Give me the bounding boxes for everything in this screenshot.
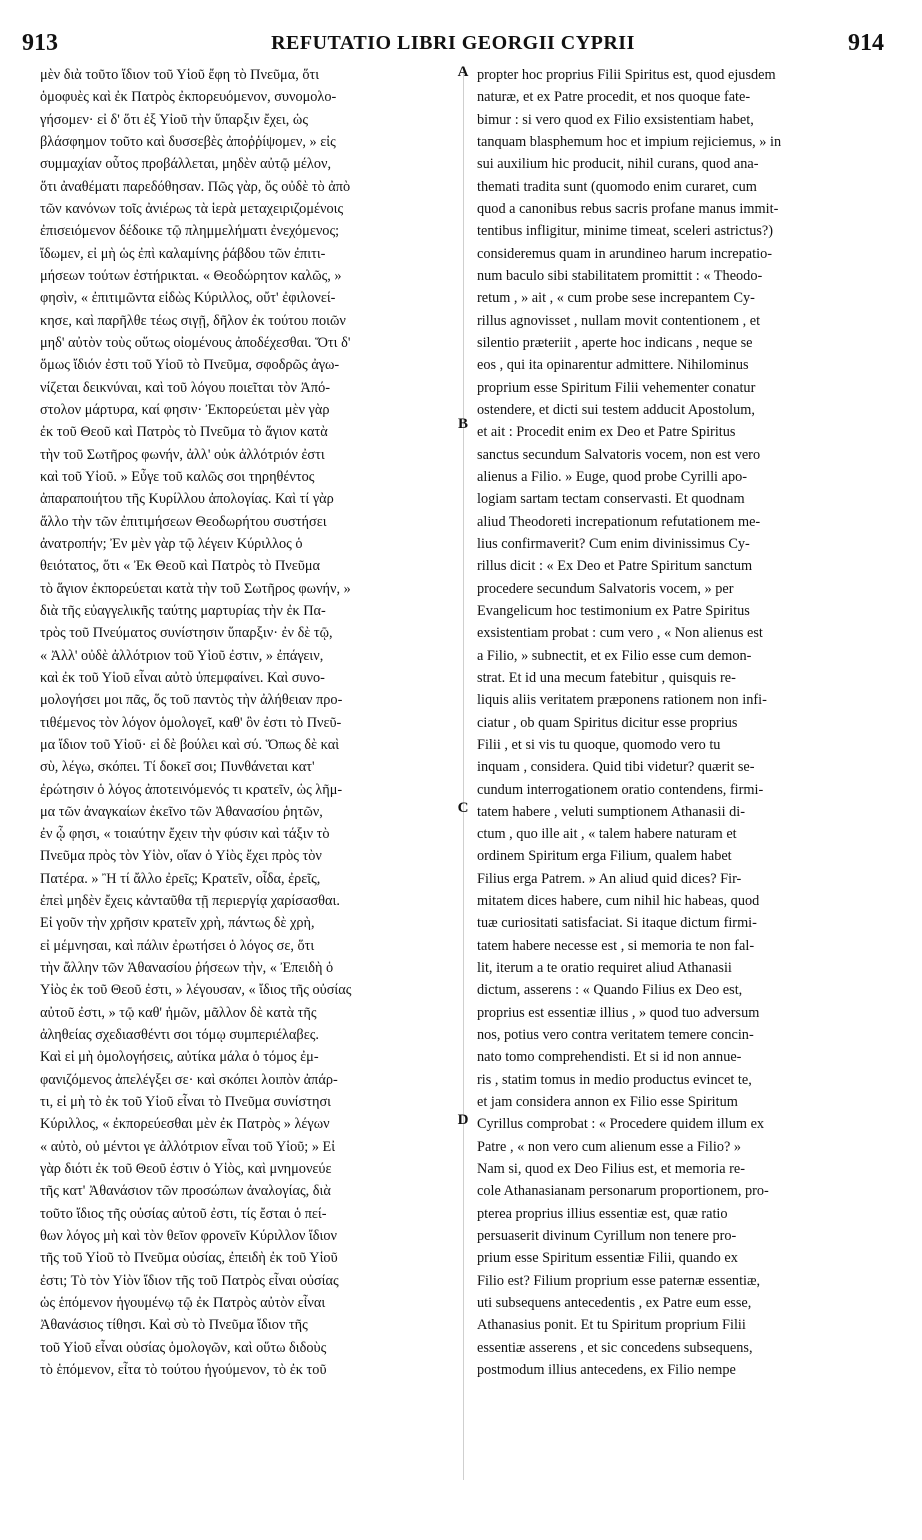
right-page-number: 914	[848, 30, 884, 56]
greek-text-line: « αὐτὸ, οὐ μέντοι γε ἀλλότριον εἶναι τοῦ Υἱοῦ; » Εἰ	[40, 1138, 336, 1155]
latin-text-line: sanctus secundum Salvatoris vocem, non est vero	[477, 446, 761, 463]
latin-text-line: cole Athanasianam personarum proportionem, pro-	[477, 1183, 769, 1200]
greek-text-line: ὡς ἑπόμενον ἡγουμένῳ τῷ ἐκ Πατρὸς αὐτὸν εἶναι	[40, 1295, 326, 1312]
latin-text-line: lit, iterum a te oratio requiret aliud Athanasii	[477, 960, 732, 977]
latin-text-line: themati tradita sunt (quomodo enim curaret, cum	[477, 178, 757, 195]
greek-text-line: νίζεται δεικνύναι, καὶ τοῦ λόγου ποιεῖται τὸν Ἀπό-	[40, 379, 331, 396]
greek-text-line: τρὸς τοῦ Πνεύματος συνίστησιν ὕπαρξιν· ἐν δὲ τῷ,	[40, 625, 333, 642]
running-title: REFUTATIO LIBRI GEORGII CYPRII	[271, 32, 635, 54]
latin-text-line: sui auxilium hic producit, nihil curans, quod ana-	[477, 156, 759, 173]
latin-text-line: Patre , « non vero cum alienum esse a Filio? »	[477, 1138, 742, 1155]
greek-text-line: ὅμως ἴδιόν ἐστι τοῦ Υἱοῦ τὸ Πνεῦμα, σφοδρῶς ἀγω-	[40, 357, 340, 374]
greek-text-line: φησὶν, « ἐπιτιμῶντα εἰδὼς Κύριλλος, οὔτ' ἐφιλονεί-	[40, 290, 336, 307]
greek-text-line: γήσομεν· εἰ δ' ὅτι ἐξ Υἱοῦ τὴν ὕπαρξιν ἔχει, ὡς	[40, 111, 308, 128]
greek-text-line: Εἰ γοῦν τὴν χρῆσιν κρατεῖν χρὴ, πάντως δὲ χρὴ,	[40, 915, 315, 932]
greek-text-line: τῆς τοῦ Υἱοῦ τὸ Πνεῦμα οὐσίας, ἐπειδὴ ἐκ τοῦ Υἱοῦ	[40, 1250, 338, 1267]
greek-text-line: ὁμοφυὲς καὶ ἐκ Πατρὸς ἐκπορευόμενον, συνομολο-	[40, 89, 337, 106]
greek-text-line: καὶ ἐκ τοῦ Υἱοῦ εἶναι αὐτὸ ὑπεμφαίνει. Καὶ συνο-	[40, 669, 325, 686]
latin-text-line: strat. Et id una mecum fatebitur , quisquis re-	[477, 669, 736, 686]
greek-text-line: θειότατος, ὅτι « Ἐκ Θεοῦ καὶ Πατρὸς τὸ Πνεῦμα	[40, 558, 320, 575]
greek-text-line: μα τῶν ἀναγκαίων ἐκεῖνο τῶν Ἀθανασίου ῥητῶν,	[40, 803, 323, 820]
greek-text-line: ἄλλο τὴν τῶν ἐπιτιμήσεων Θεοδωρήτου συστήσει	[40, 513, 327, 530]
greek-text-line: τὴν ἄλλην τῶν Ἀθανασίου ῥήσεων τὴν, « Ἐπειδὴ ὁ	[40, 960, 334, 977]
latin-text-line: Filio est? Filium proprium esse paternæ essentiæ,	[477, 1272, 761, 1289]
greek-text-line: συμμαχίαν οὗτος προβάλλεται, μηδὲν αὐτῷ μέλον,	[40, 156, 332, 173]
latin-text-line: proprius est essentiæ illius , » quod tuo adversum	[477, 1004, 760, 1021]
latin-text-line: persuaserit divinum Cyrillum non tenere pro-	[477, 1228, 737, 1245]
greek-text-line: τῶν κανόνων τοῖς ἀνιέρως τὰ ἱερὰ μεταχειριζομένοις	[40, 200, 344, 217]
latin-text-line: aliud Theodoreti increpationum refutationem me-	[477, 513, 761, 530]
greek-text-line: τιθέμενος τὸν λόγον ὁμολογεῖ, καθ' ὃν ἐστι τὸ Πνεῦ-	[40, 714, 342, 731]
latin-text-line: Evangelicum hoc testimonium ex Patre Spiritus	[477, 602, 750, 619]
left-page-number: 913	[22, 30, 58, 56]
latin-text-line: tuæ curiositati satisfaciat. Si itaque dictum firmi-	[477, 915, 757, 932]
greek-text-line: σὺ, λέγω, σκόπει. Τί δοκεῖ σοι; Πυνθάνεται κατ'	[40, 759, 315, 776]
latin-text-line: quod a canonibus rebus sacris profane manus immit-	[477, 200, 779, 217]
latin-text-line: proprium esse Spiritum Filii vehementer conatur	[477, 379, 756, 396]
greek-text-line: στολον μάρτυρα, καί φησιν· Ἐκπορεύεται μὲν γὰρ	[40, 401, 330, 418]
greek-text-line: τῆς κατ' Ἀθανάσιον τῶν προσώπων ἀναλογίας, διὰ	[40, 1183, 331, 1200]
latin-text-line: mitatem dices habere, cum nihil hic habeas, quod	[477, 893, 760, 910]
latin-text-line: ostendere, et dicti sui testem adducit Apostolum,	[477, 401, 755, 418]
greek-text-line: τὸ ἅγιον ἐκπορεύεται κατὰ τὴν τοῦ Σωτῆρος φωνήν, »	[40, 580, 351, 597]
greek-text-line: γὰρ διότι ἐκ τοῦ Θεοῦ ἐστιν ὁ Υἱὸς, καὶ μνημονεύε	[40, 1161, 332, 1178]
latin-text-line: tatem habere necesse est , si memoria te non fal-	[477, 937, 755, 954]
latin-text-line: rillus agnovisset , nullam movit contentionem , et	[477, 312, 761, 329]
latin-text-line: retum , » ait , « cum probe sese increpantem Cy-	[477, 290, 755, 307]
latin-text-line: ordinem Spiritum erga Filium, qualem habet	[477, 848, 732, 865]
latin-text-line: consideremus quam in arundineo harum increpatio-	[477, 245, 772, 262]
latin-text-line: ciatur , ob quam Spiritus dicitur esse proprius	[477, 714, 738, 731]
greek-text-line: μήσεων τούτων ἐστήρικται. « Θεοδώρητον καλῶς, »	[40, 267, 342, 284]
greek-text-line: εἰ μέμνησαι, καὶ πάλιν ἐρωτήσει ὁ λόγος σε, ὅτι	[40, 937, 315, 954]
greek-text-line: Υἱὸς ἐκ τοῦ Θεοῦ ἐστι, » λέγουσαν, « ἴδιος τῆς οὐσίας	[40, 982, 352, 999]
greek-text-line: « Ἀλλ' οὐδὲ ἀλλότριον τοῦ Υἱοῦ ἐστιν, » ἐπάγειν,	[40, 647, 324, 664]
greek-text-line: Πνεῦμα πρὸς τὸν Υἱὸν, οἵαν ὁ Υἱὸς ἔχει πρὸς τὸν	[40, 848, 322, 865]
column-divider	[463, 70, 464, 1480]
greek-text-line: ἐρώτησιν ὁ λόγος ἀποτεινόμενός τι κρατεῖν, ὡς λῆμ-	[40, 781, 343, 798]
latin-text-line: ctum , quo ille ait , « talem habere naturam et	[477, 826, 737, 843]
latin-text-column	[477, 64, 879, 1381]
greek-text-line: μολογήσει μοι πᾶς, ὅς τοῦ παντὸς τὴν ἀλήθειαν προ-	[40, 692, 343, 709]
greek-text-line: τοῦτο ἴδιος τῆς οὐσίας αὐτοῦ ἐστι, τίς ἔσται ὁ πεί-	[40, 1205, 327, 1222]
latin-text-line: cundum interrogationem oratio contendens, firmi-	[477, 781, 764, 798]
latin-text-line: Filii , et si vis tu quoque, quomodo vero tu	[477, 736, 721, 753]
latin-text-line: silentio præteriit , aperte hoc indicans , neque se	[477, 334, 753, 351]
latin-text-line: inquam , considera. Quid tibi videtur? quærit se-	[477, 759, 755, 776]
greek-text-line: ἐπισειόμενον δέδοικε τῷ πλημμελήματι ἐνεχόμενος;	[40, 223, 340, 240]
latin-text-line: nos, potius vero contra veritatem temere concin-	[477, 1027, 754, 1044]
latin-text-line: rillus dicit : « Ex Deo et Patre Spiritum sanctum	[477, 558, 753, 575]
latin-text-line: Athanasius ponit. Et tu Spiritum proprium Filii	[477, 1317, 746, 1334]
latin-text-line: bimur : si vero quod ex Filio exsistentiam habet,	[477, 111, 754, 128]
latin-text-line: liquis aliis veritatem præponens rationem non infi-	[477, 692, 767, 709]
greek-text-line: κησε, καὶ παρῆλθε τέως σιγῇ, δῆλον ἐκ τούτου ποιῶν	[40, 312, 346, 329]
latin-text-line: Nam si, quod ex Deo Filius est, et memoria re-	[477, 1161, 746, 1178]
latin-text-line: Filius erga Patrem. » An aliud quid dices? Fir-	[477, 870, 742, 887]
latin-text-line: pterea proprius illius essentiæ est, quæ ratio	[477, 1205, 728, 1222]
latin-text-line: lius confirmaverit? Cum enim divinissimus Cy-	[477, 535, 750, 552]
greek-text-line: ἐκ τοῦ Θεοῦ καὶ Πατρὸς τὸ Πνεῦμα τὸ ἅγιον κατὰ	[40, 424, 328, 441]
greek-text-line: μηδ' αὐτὸν τοὺς οὕτως οἰομένους ἀποδέχεσθαι. Ὅτι δ'	[40, 334, 351, 351]
greek-text-line: ἀπαραποιήτου τῆς Κυρίλλου ἀπολογίας. Καὶ τί γὰρ	[40, 491, 334, 508]
greek-text-line: καὶ τοῦ Υἱοῦ. » Εὖγε τοῦ καλῶς σοι τηρηθέντος	[40, 468, 315, 485]
latin-text-line: tanquam blasphemum hoc et impium rejiciemus, » in	[477, 133, 782, 150]
greek-text-line: τοῦ Υἱοῦ εἶναι οὐσίας ὁμολογῶν, καὶ οὕτω διδοὺς	[40, 1339, 327, 1356]
latin-text-line: et ait : Procedit enim ex Deo et Patre Spiritus	[477, 424, 736, 441]
greek-text-line: ἀληθείας σχεδιασθέντι σοι τόμῳ συμπεριέλαβες.	[40, 1027, 319, 1044]
latin-text-line: tentibus infligitur, minime timeat, sceleri astrictus?)	[477, 223, 774, 240]
latin-text-line: postmodum illius antecedens, ex Filio nempe	[477, 1362, 736, 1379]
latin-text-line: nato tomo comprehendisti. Et si id non annue-	[477, 1049, 742, 1066]
greek-text-line: Κύριλλος, « ἐκπορεύεσθαι μὲν ἐκ Πατρὸς » λέγων	[40, 1116, 330, 1133]
latin-text-line: prium esse Spiritum essentiæ Filii, quando ex	[477, 1250, 738, 1267]
greek-text-line: μὲν διὰ τοῦτο ἴδιον τοῦ Υἱοῦ ἔφη τὸ Πνεῦμα, ὅτι	[40, 67, 320, 83]
greek-text-line: ὅτι ἀναθέματι παρεδόθησαν. Πῶς γὰρ, ὅς οὐδὲ τὸ ἀπὸ	[40, 178, 351, 195]
greek-text-line: Ἀθανάσιος τίθησι. Καὶ σὺ τὸ Πνεῦμα ἴδιον τῆς	[40, 1317, 308, 1334]
latin-text-line: propter hoc proprius Filii Spiritus est, quod ejusdem	[477, 67, 776, 83]
greek-text-line: ἐστι; Τὸ τὸν Υἱὸν ἴδιον τῆς τοῦ Πατρὸς εἶναι οὐσίας	[40, 1272, 339, 1289]
latin-text-line: num baculo sibi stabilitatem promittit : « Theodo-	[477, 267, 763, 284]
greek-text-line: φανιζόμενος ἀπελέγξει σε· καὶ σκόπει λοιπὸν ἀπάρ-	[40, 1071, 338, 1088]
latin-text-line: et jam considera annon ex Filio esse Spiritum	[477, 1094, 738, 1111]
greek-text-line: Πατέρα. » Ἢ τί ἄλλο ἐρεῖς; Κρατεῖν, οἶδα, ἐρεῖς,	[40, 870, 321, 887]
greek-text-line: τι, εἰ μὴ τὸ ἐκ τοῦ Υἱοῦ εἶναι τὸ Πνεῦμα συνίστησι	[40, 1094, 331, 1111]
greek-text-line: ἐν ᾧ φησι, « τοιαύτην ἔχειν τὴν φύσιν καὶ τάξιν τὸ	[40, 826, 330, 843]
greek-text-line: ἀνατροπήν; Ἐν μὲν γὰρ τῷ λέγειν Κύριλλος ὁ	[40, 535, 303, 552]
section-marker-a: A	[457, 64, 469, 80]
greek-text-line: ἴδωμεν, εἰ μὴ ὡς ἐπὶ καλαμίνης ῥάβδου τῶν ἐπιτι-	[40, 245, 326, 262]
page-header	[22, 30, 884, 66]
greek-text-line: Καὶ εἰ μὴ ὁμολογήσεις, αὐτίκα μάλα ὁ τόμος ἐμ-	[40, 1049, 319, 1066]
latin-text-line: uti subsequens antecedentis , ex Patre eum esse,	[477, 1295, 752, 1312]
latin-text-line: exsistentiam probat : cum vero , « Non alienus est	[477, 625, 763, 642]
latin-text-line: logiam sartam tectam conservasti. Et quodnam	[477, 491, 745, 508]
greek-text-line: θων λόγος μὴ καὶ τὸν θεῖον φρονεῖν Κύριλλον ἴδιον	[40, 1228, 337, 1245]
greek-text-line: τὴν τοῦ Σωτῆρος φωνήν, ἀλλ' οὐκ ἀλλότριόν ἐστι	[40, 446, 325, 463]
latin-text-line: procedere secundum Salvatoris vocem, » per	[477, 580, 734, 597]
latin-text-line: tatem habere , veluti sumptionem Athanasii di-	[477, 803, 746, 820]
section-marker-c: C	[457, 800, 469, 816]
greek-text-line: βλάσφημον τοῦτο καὶ δυσσεβὲς ἀποῤῥίψομεν, » εἰς	[40, 133, 336, 150]
greek-text-line: ἐπεὶ μηδὲν ἔχεις κἀνταῦθα τῇ περιεργίᾳ χαρίσασθαι.	[40, 893, 340, 910]
latin-text-line: alienus a Filio. » Euge, quod probe Cyrilli apo-	[477, 468, 748, 485]
latin-text-line: ris , statim tomus in medio productus evincet te,	[477, 1071, 752, 1088]
greek-text-column	[40, 64, 452, 1381]
section-marker-d: D	[457, 1112, 469, 1128]
latin-text-line: Cyrillus comprobat : « Procedere quidem illum ex	[477, 1116, 765, 1133]
greek-text-line: διὰ τῆς εὐαγγελικῆς ταύτης μαρτυρίας τὴν ἐκ Πα-	[40, 602, 326, 619]
section-marker-b: B	[457, 416, 468, 432]
latin-text-line: a Filio, » subnectit, et ex Filio esse cum demon-	[477, 647, 752, 664]
greek-text-line: αὐτοῦ ἐστι, » τῷ καθ' ἡμῶν, μᾶλλον δὲ κατὰ τῆς	[40, 1004, 317, 1021]
latin-text-line: dictum, asserens : « Quando Filius ex Deo est,	[477, 982, 743, 999]
latin-text-line: essentiæ asserens , et sic concedens subsequens,	[477, 1339, 753, 1356]
latin-text-line: naturæ, et ex Patre procedit, et nos quoque fate-	[477, 89, 751, 106]
latin-text-line: eos , qui ita opinarentur admittere. Nihilominus	[477, 357, 749, 374]
greek-text-line: τὸ ἑπόμενον, εἶτα τὸ τούτου ἡγούμενον, τὸ ἐκ τοῦ	[40, 1362, 327, 1379]
greek-text-line: μα ἴδιον τοῦ Υἱοῦ· εἰ δὲ βούλει καὶ σύ. Ὅπως δὲ καὶ	[40, 736, 340, 753]
